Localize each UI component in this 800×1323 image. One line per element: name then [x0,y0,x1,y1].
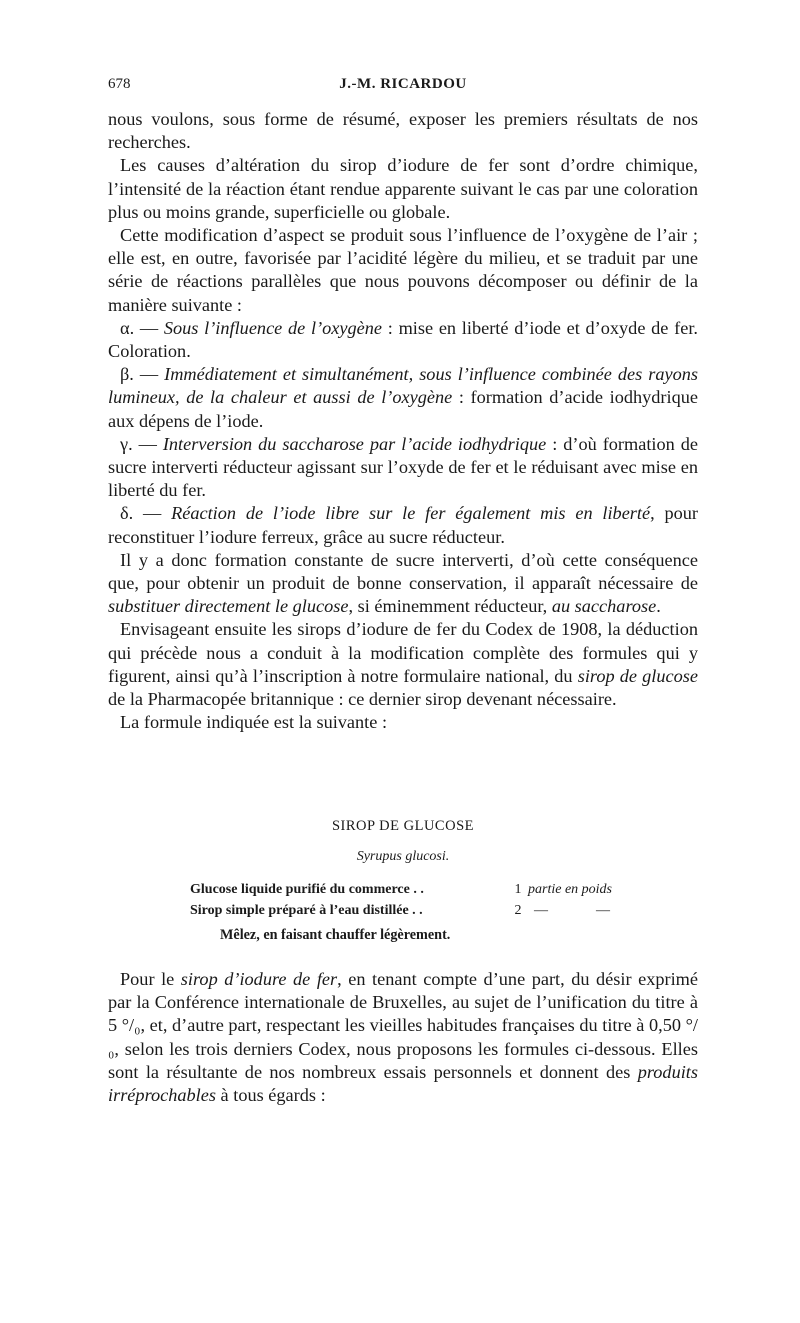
reaction-delta: δ. — Réaction de l’iode libre sur le fer également mis en liberté, pour reconstituer l’iodure ferreux, grâce au sucre réducteur. [108,503,699,547]
ditto-mark: — [534,903,548,918]
recipe-subtitle: Syrupus glucosi. [356,849,450,864]
recipe-quantity: 2 [514,903,522,918]
recipe-quantity: 1 [514,882,522,897]
paragraph: Pour le sirop d’iodure de fer, en tenant compte d’une part, du désir exprimé par la Conférence internationale de Bruxelles, au sujet de l’unification du titre à 5 °/₀, et, d’autre part, respectant les vieilles habitudes françaises du titre à 0,50 °/₀, selon les trois derniers Codex, nous proposons les formules ci-dessous. Elles sont la résultante de nos nombreux essais personnels et donnent des produits irréprochables à tous égards : [108,969,698,1106]
paragraph: La formule indiquée est la suivante : [120,712,388,733]
reaction-alpha: α. — Sous l’influence de l’oxygène : mise en liberté d’iode et d’oxyde de fer. Coloration. [108,317,698,362]
reaction-beta: β. — Immédiatement et simultanément, sous l’influence combinée des rayons lumineux, de la chaleur et aussi de l’oxygène : formation d’acide iodhydrique aux dépens de l’iode. [108,364,699,431]
closing-text [108,968,698,1107]
recipe-block [108,818,698,944]
recipe-unit: partie en poids [528,882,612,897]
running-head [108,76,698,96]
paragraph: nous voulons, sous forme de résumé, exposer les premiers résultats de nos recherches. [108,109,698,153]
body-text [108,108,698,734]
page-number: 678 [108,76,131,92]
recipe-title: SIROP DE GLUCOSE [331,818,474,834]
recipe-row [190,900,698,921]
recipe-ingredient: Sirop simple préparé à l’eau distillée . . [190,903,423,918]
reaction-gamma: γ. — Interversion du saccharose par l’acide iodhydrique : d’où formation de sucre interverti réducteur agissant sur l’oxyde de fer et le réduisant avec mise en liberté du fer. [108,433,698,501]
ditto-mark: — [596,903,610,918]
paragraph: Les causes d’altération du sirop d’iodure de fer sont d’ordre chimique, l’intensité de la réaction étant rendue apparente suivant le cas par une coloration plus ou moins grande, superficielle ou globale. [108,155,698,222]
recipe-row [190,879,698,900]
running-head-author: J.-M. RICARDOU [339,76,467,92]
paragraph: Cette modification d’aspect se produit sous l’influence de l’oxygène de l’air ; elle est, en outre, favorisée par l’acidité légère du milieu, et se traduit par une série de réactions parallèles que nous pouvons décomposer ou définir de la manière suivante : [108,225,698,315]
recipe-instruction: Mêlez, en faisant chauffer légèrement. [220,927,451,943]
paragraph: Envisageant ensuite les sirops d’iodure de fer du Codex de 1908, la déduction qui précède nous a conduit à la modification complète des formules qui y figurent, ainsi qu’à l’inscription à notre formulaire national, du sirop de glucose de la Pharmacopée britannique : ce dernier sirop devenant nécessaire. [108,619,699,710]
recipe-ingredient: Glucose liquide purifié du commerce . . [190,882,424,897]
paragraph: Il y a donc formation constante de sucre interverti, d’où cette conséquence que, pour obtenir un produit de bonne conservation, il apparaît nécessaire de substituer directement le glucose, si éminemment réducteur, au saccharose. [108,549,698,617]
recipe-table [190,879,698,921]
